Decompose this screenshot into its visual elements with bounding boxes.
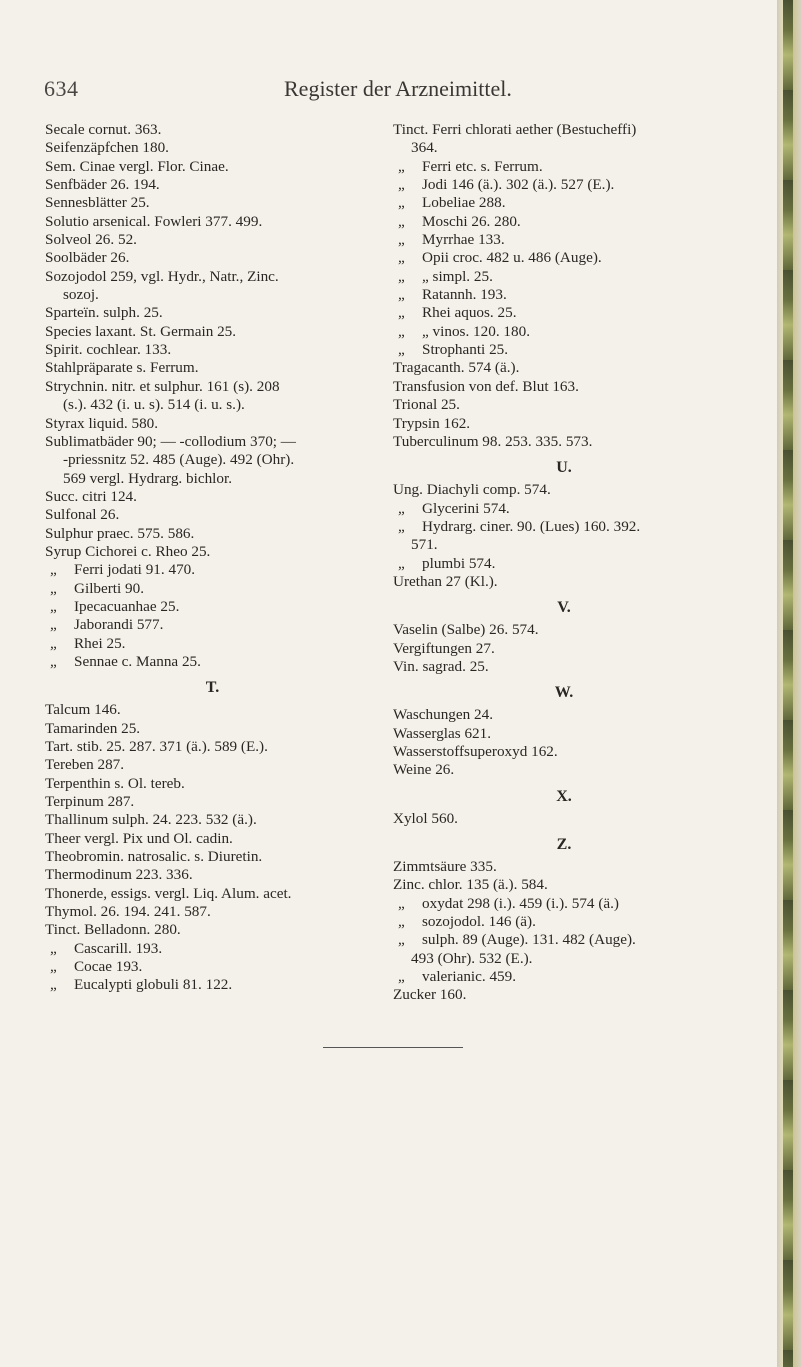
index-subentry-text: Gilberti 90.: [74, 579, 145, 597]
index-subentry: [45, 958, 380, 976]
index-entry: Zimmtsäure 335.: [393, 858, 497, 875]
index-entry: Sulphur praec. 575. 586.: [45, 524, 195, 542]
index-subentry: [393, 968, 735, 986]
index-entry: Xylol 560.: [393, 809, 458, 827]
index-subentry: [393, 231, 735, 249]
index-entry: Thermodinum 223. 336.: [45, 866, 193, 884]
index-subentry-text: Ratannh. 193.: [422, 286, 507, 304]
index-entry-continuation: 364.: [411, 139, 438, 157]
index-subentry: [393, 176, 735, 194]
index-subentry: [393, 518, 735, 536]
index-entry: Terpenthin s. Ol. tereb.: [45, 774, 185, 792]
index-entry: Zucker 160.: [393, 986, 467, 1004]
index-entry: Soolbäder 26.: [45, 249, 130, 267]
page-edge-scan-strip: [777, 0, 801, 1367]
index-subentry: [393, 304, 735, 322]
index-subentry: [393, 913, 735, 931]
ditto-mark: „: [398, 517, 405, 535]
index-entry: Trional 25.: [393, 396, 460, 414]
index-subentry-text: Hydrarg. ciner. 90. (Lues) 160. 392.: [422, 517, 641, 535]
index-subentry-text: Cascarill. 193.: [74, 939, 163, 957]
index-subentry-text: Sennae c. Manna 25.: [74, 652, 201, 670]
index-entry: Thymol. 26. 194. 241. 587.: [45, 903, 211, 921]
index-subentry: [393, 895, 735, 913]
section-letter: Z.: [556, 836, 572, 853]
ditto-mark: „: [50, 616, 57, 634]
index-subentry: [393, 500, 735, 518]
ditto-mark: „: [50, 561, 57, 579]
index-subentry-text: Eucalypti globuli 81. 122.: [74, 976, 233, 994]
ditto-mark: „: [50, 597, 57, 615]
index-entry: Wasserstoffsuperoxyd 162.: [393, 742, 558, 760]
index-subentry-text: „ simpl. 25.: [422, 267, 493, 285]
ditto-mark: „: [50, 652, 57, 670]
index-entry: Stahlpräparate s. Ferrum.: [45, 359, 199, 377]
ditto-mark: „: [398, 212, 405, 230]
index-entry: Waschungen 24.: [393, 706, 494, 724]
index-subentry: [45, 976, 380, 994]
section-letter: T.: [205, 679, 220, 697]
index-subentry: [45, 616, 380, 634]
index-subentry-text: plumbi 574.: [422, 554, 496, 572]
page-edge-shadow: [783, 0, 793, 1367]
index-entry: Tereben 287.: [45, 756, 125, 774]
index-subentry-text: oxydat 298 (i.). 459 (i.). 574 (ä.): [422, 894, 619, 912]
index-subentry: [393, 158, 735, 176]
index-entry: Terpinum 287.: [45, 793, 135, 811]
index-entry: Species laxant. St. Germain 25.: [45, 322, 237, 340]
index-subentry-text: Rhei 25.: [74, 634, 126, 652]
index-column-right: [393, 121, 735, 1005]
index-entry: Sublimatbäder 90; — -collodium 370; —: [45, 432, 296, 450]
index-subentry-text: Cocae 193.: [74, 958, 143, 976]
index-entry-continuation: 569 vergl. Hydrarg. bichlor.: [63, 469, 233, 487]
index-entry: Tinct. Belladonn. 280.: [45, 921, 181, 939]
index-entry: Syrup Cichorei c. Rheo 25.: [45, 542, 211, 560]
index-subentry: [393, 268, 735, 286]
index-entry: Sulfonal 26.: [45, 506, 120, 524]
ditto-mark: „: [398, 304, 405, 322]
index-entry: Theer vergl. Pix und Ol. cadin.: [45, 829, 233, 847]
index-subentry-text: „ vinos. 120. 180.: [422, 322, 530, 340]
index-entry: Tamarinden 25.: [45, 719, 141, 737]
ditto-mark: „: [50, 939, 57, 957]
ditto-mark: „: [50, 579, 57, 597]
index-entry: Thallinum sulph. 24. 223. 532 (ä.).: [45, 811, 257, 829]
index-subentry: [45, 598, 380, 616]
index-subentry: [393, 194, 735, 212]
index-entry: Succ. citri 124.: [45, 487, 137, 505]
index-subentry-text: Jaborandi 577.: [74, 616, 164, 634]
index-subentry-text: Moschi 26. 280.: [422, 212, 521, 230]
index-subentry-text: Myrrhae 133.: [422, 231, 505, 249]
page-number: 634: [44, 76, 79, 101]
ditto-mark: „: [398, 322, 405, 340]
ditto-mark: „: [398, 499, 405, 517]
index-entry: Strychnin. nitr. et sulphur. 161 (s). 208: [45, 377, 280, 395]
index-entry-continuation: 571.: [411, 536, 438, 554]
index-subentry: [393, 249, 735, 267]
index-entry: Wasserglas 621.: [393, 724, 492, 742]
index-entry: Weine 26.: [393, 761, 455, 779]
ditto-mark: „: [398, 249, 405, 267]
index-subentry: [45, 635, 380, 653]
index-entry: Vin. sagrad. 25.: [393, 657, 489, 675]
index-subentry-text: Ferri jodati 91. 470.: [74, 561, 196, 579]
index-entry: Sozojodol 259, vgl. Hydr., Natr., Zinc.: [45, 267, 279, 285]
index-entry: Solveol 26. 52.: [45, 231, 137, 249]
index-entry: Senfbäder 26. 194.: [45, 176, 160, 194]
index-entry: Urethan 27 (Kl.).: [393, 572, 498, 590]
section-letter: W.: [554, 684, 574, 702]
ditto-mark: „: [50, 958, 57, 976]
ditto-mark: „: [398, 176, 405, 194]
section-letter: U.: [556, 459, 572, 477]
index-column-left: [45, 121, 380, 995]
index-entry: Zinc. chlor. 135 (ä.). 584.: [393, 876, 548, 894]
index-subentry: [393, 323, 735, 341]
index-entry: Thonerde, essigs. vergl. Liq. Alum. acet.: [45, 884, 292, 902]
index-subentry-text: Opii croc. 482 u. 486 (Auge).: [422, 249, 602, 267]
ditto-mark: „: [398, 894, 405, 912]
ditto-mark: „: [398, 968, 405, 986]
index-subentry-text: sulph. 89 (Auge). 131. 482 (Auge).: [422, 931, 636, 949]
index-entry-continuation: 493 (Ohr). 532 (E.).: [411, 949, 533, 967]
index-subentry: [393, 213, 735, 231]
ditto-mark: „: [398, 267, 405, 285]
ditto-mark: „: [398, 231, 405, 249]
index-subentry-text: Ferri etc. s. Ferrum.: [422, 157, 543, 175]
ditto-mark: „: [398, 341, 405, 359]
index-entry: Seifenzäpfchen 180.: [45, 139, 169, 157]
index-entry: Sparteïn. sulph. 25.: [45, 304, 163, 322]
index-subentry: [45, 653, 380, 671]
index-subentry-text: sozojodol. 146 (ä).: [422, 913, 536, 931]
index-subentry: [393, 341, 735, 359]
section-letter: X.: [556, 787, 572, 805]
index-entry-continuation: (s.). 432 (i. u. s). 514 (i. u. s.).: [63, 396, 245, 414]
ditto-mark: „: [398, 931, 405, 949]
index-subentry-text: Ipecacuanhae 25.: [74, 597, 180, 615]
index-entry: Sem. Cinae vergl. Flor. Cinae.: [45, 157, 229, 175]
end-rule: [323, 1047, 463, 1048]
index-entry: Ung. Diachyli comp. 574.: [393, 481, 551, 499]
index-entry: Sennesblätter 25.: [45, 194, 150, 212]
index-entry-continuation: sozoj.: [63, 286, 99, 304]
index-entry: Spirit. cochlear. 133.: [45, 341, 172, 359]
index-entry: Tinct. Ferri chlorati aether (Bestucheffi): [393, 121, 637, 138]
index-subentry-text: Jodi 146 (ä.). 302 (ä.). 527 (E.).: [422, 176, 615, 194]
ditto-mark: „: [50, 976, 57, 994]
ditto-mark: „: [398, 554, 405, 572]
index-entry: Tragacanth. 574 (ä.).: [393, 359, 520, 377]
index-entry: Transfusion von def. Blut 163.: [393, 377, 579, 395]
index-subentry: [45, 940, 380, 958]
running-title: Register der Arzneimittel.: [284, 76, 512, 101]
index-subentry-text: Strophanti 25.: [422, 341, 509, 359]
index-subentry: [393, 931, 735, 949]
ditto-mark: „: [50, 634, 57, 652]
index-subentry: [393, 555, 735, 573]
index-entry: Vergiftungen 27.: [393, 639, 495, 657]
index-entry: Trypsin 162.: [393, 414, 471, 432]
index-subentry: [45, 580, 380, 598]
index-entry: Tuberculinum 98. 253. 335. 573.: [393, 432, 593, 450]
index-entry-continuation: -priessnitz 52. 485 (Auge). 492 (Ohr).: [63, 451, 295, 469]
index-subentry: [45, 561, 380, 579]
index-entry: Theobromin. natrosalic. s. Diuretin.: [45, 848, 263, 866]
index-subentry-text: Lobeliae 288.: [422, 194, 506, 212]
ditto-mark: „: [398, 194, 405, 212]
index-entry: Secale cornut. 363.: [45, 121, 162, 138]
index-entry: Vaselin (Salbe) 26. 574.: [393, 621, 539, 639]
index-entry: Solutio arsenical. Fowleri 377. 499.: [45, 212, 263, 230]
index-subentry-text: valerianic. 459.: [422, 968, 517, 986]
section-letter: V.: [557, 599, 571, 617]
index-subentry: [393, 286, 735, 304]
ditto-mark: „: [398, 157, 405, 175]
index-entry: Talcum 146.: [45, 701, 121, 719]
ditto-mark: „: [398, 913, 405, 931]
index-entry: Styrax liquid. 580.: [45, 414, 159, 432]
index-subentry-text: Glycerini 574.: [422, 499, 510, 517]
index-subentry-text: Rhei aquos. 25.: [422, 304, 517, 322]
index-entry: Tart. stib. 25. 287. 371 (ä.). 589 (E.).: [45, 738, 268, 755]
ditto-mark: „: [398, 286, 405, 304]
